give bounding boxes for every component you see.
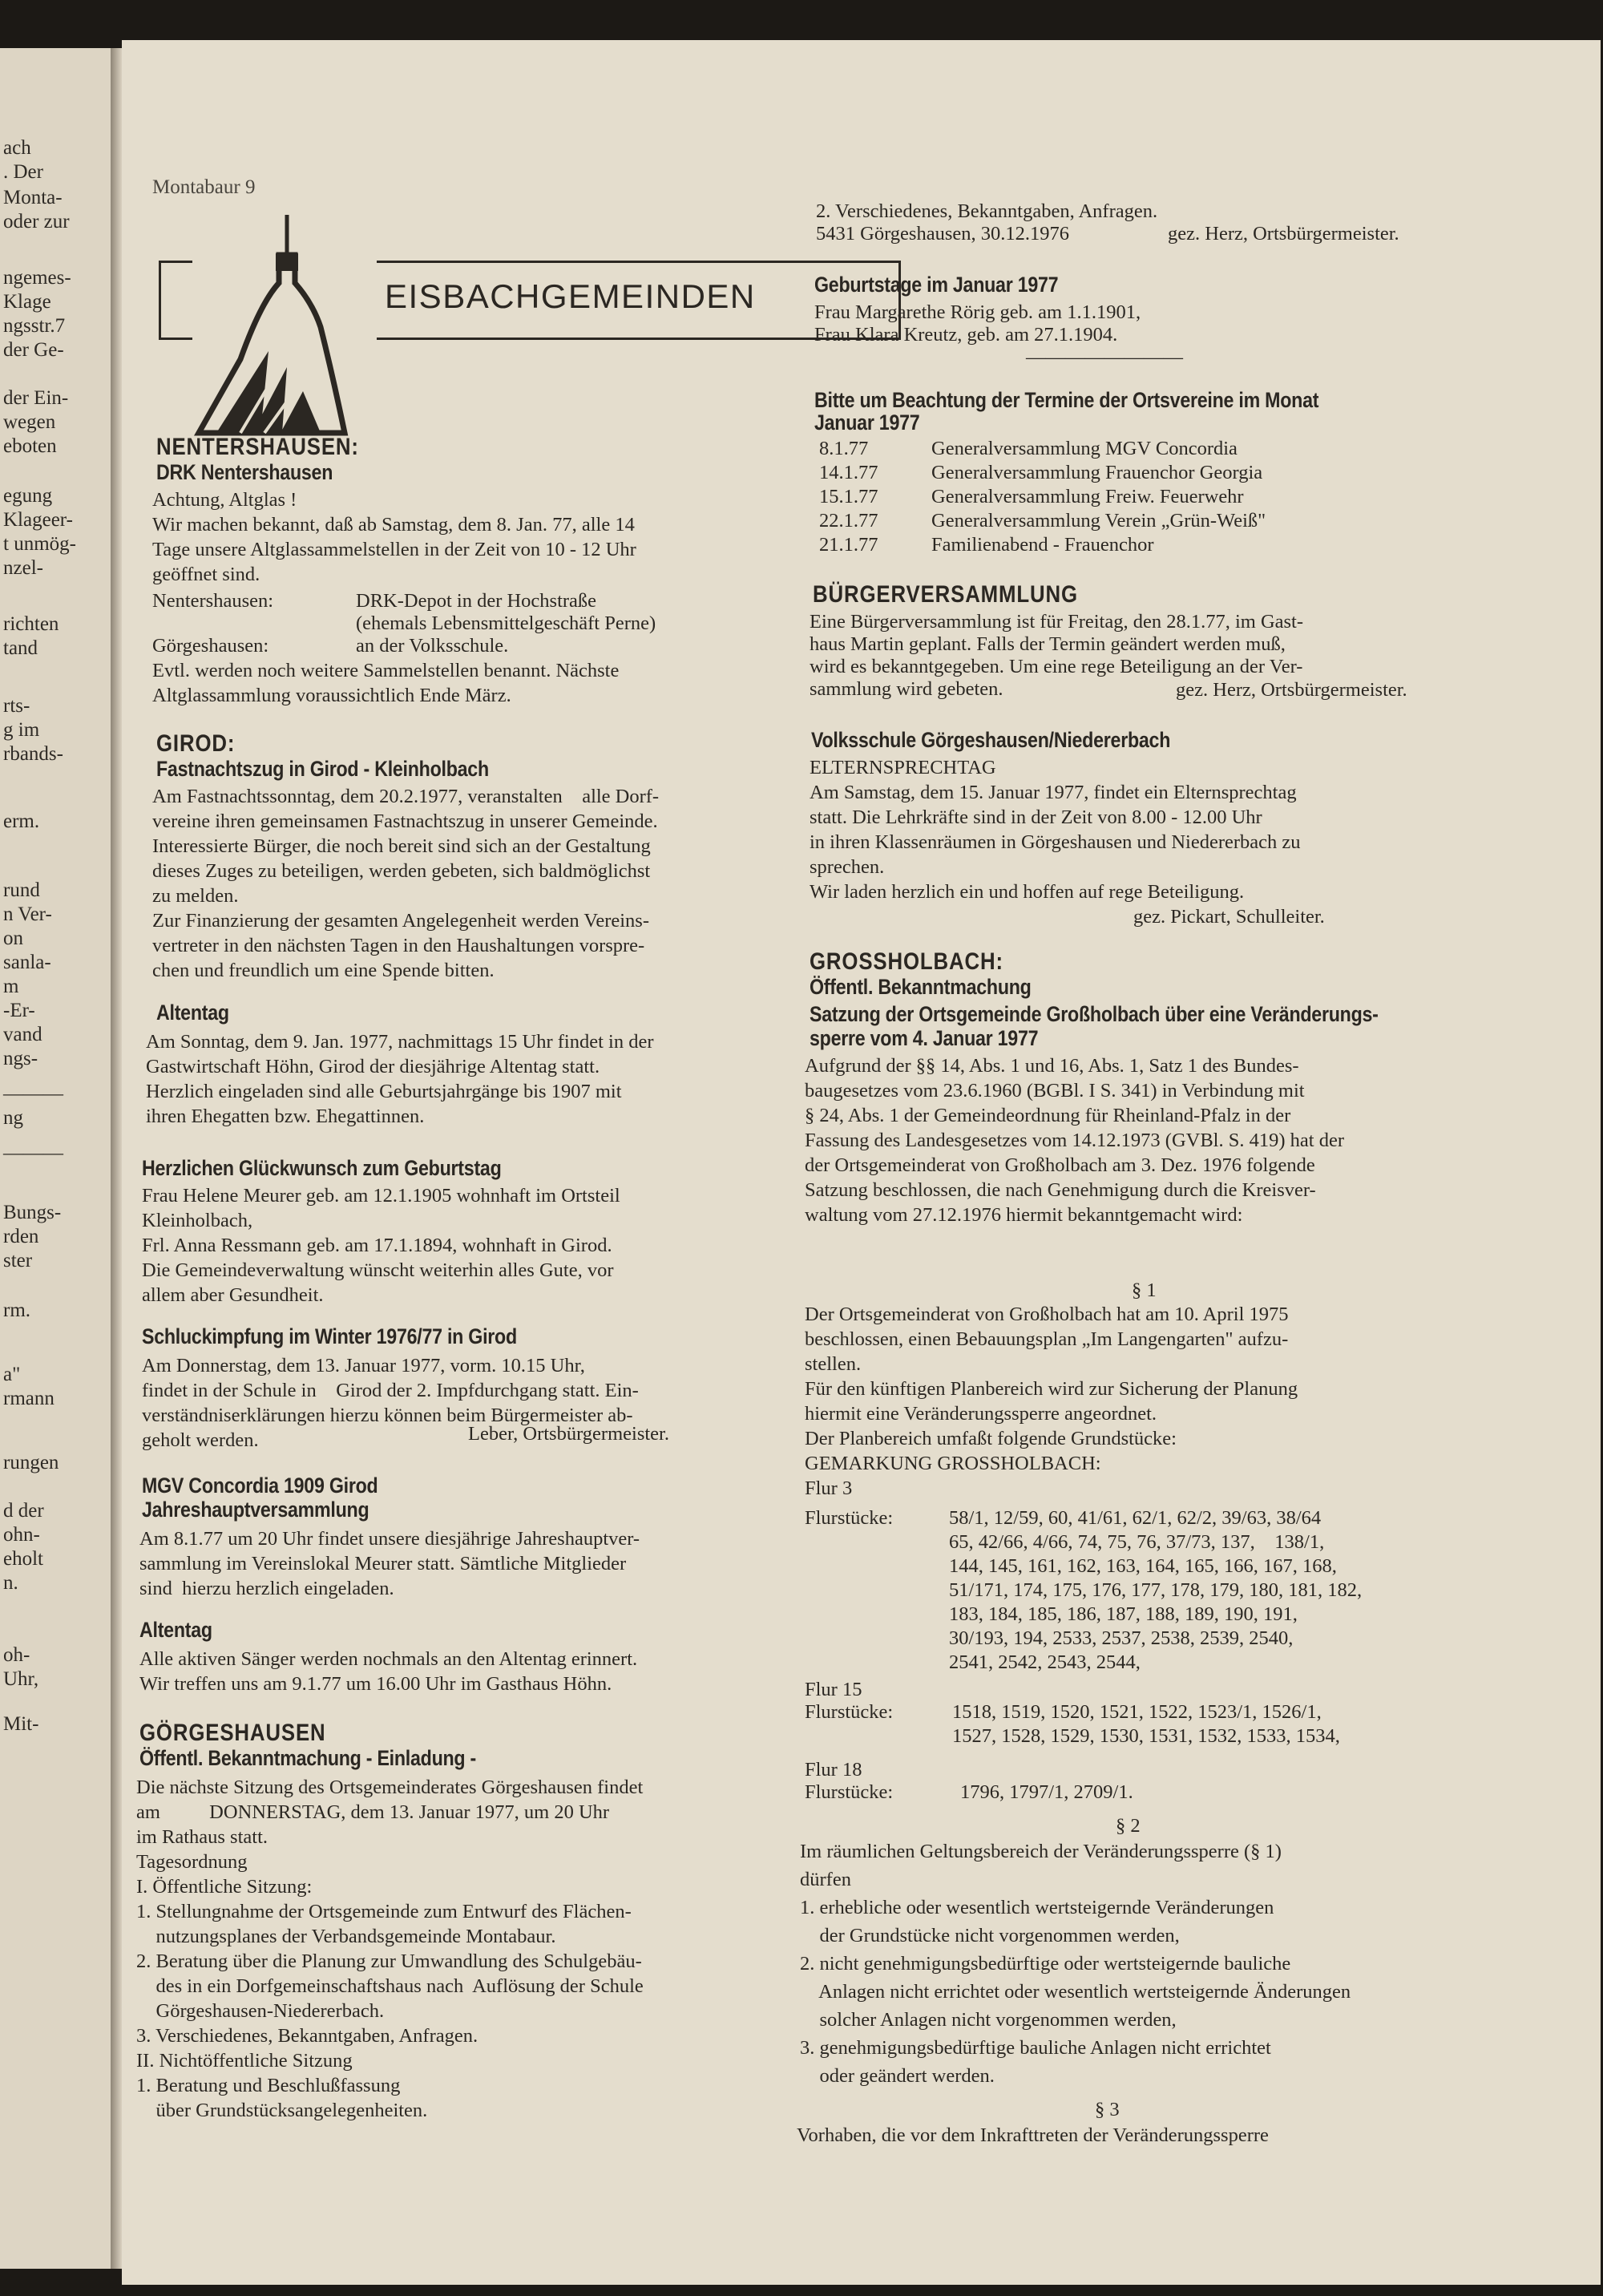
prev-page-fragment: der Ein-: [3, 387, 69, 409]
text-line: sprechen.: [810, 856, 885, 878]
text-line: 2. nicht genehmigungsbedürftige oder wertsteigernde bauliche: [800, 1953, 1291, 1975]
geburtstage-heading: Geburtstage im Januar 1977: [814, 273, 1059, 297]
text-line: Für den künftigen Planbereich wird zur Sicherung der Planung: [805, 1378, 1298, 1400]
nentershausen-text: [152, 489, 636, 588]
prev-page-fragment: g im: [3, 719, 40, 741]
paragraph-2: § 2: [1116, 1815, 1141, 1837]
text-line: 1518, 1519, 1520, 1521, 1522, 1523/1, 1526/1,: [952, 1701, 1322, 1723]
glueckwunsch-heading: Herzlichen Glückwunsch zum Geburtstag: [142, 1156, 502, 1180]
divider: ————————: [1026, 346, 1183, 368]
text-line: wird es bekanntgegeben. Um eine rege Beteiligung an der Ver-: [810, 656, 1303, 677]
text-line: ELTERNSPRECHTAG: [810, 757, 996, 778]
prev-page-fragment: erm.: [3, 810, 40, 832]
text-line: Evtl. werden noch weitere Sammelstellen benannt. Nächste: [152, 660, 620, 681]
text-line: Herzlich eingeladen sind alle Geburtsjahrgänge bis 1907 mit: [146, 1081, 622, 1102]
text-line: Interessierte Bürger, die noch bereit sind sich an der Gestaltung: [152, 835, 651, 857]
text-line: dieses Zuges zu beteiligen, werden gebeten, sich baldmöglichst: [152, 860, 651, 882]
text-line: des in ein Dorfgemeinschaftshaus nach Auflösung der Schule: [136, 1975, 644, 1997]
text-line: chen und freundlich um eine Spende bitten.: [152, 960, 495, 981]
place-label: Nentershausen:: [152, 590, 274, 612]
altentag2-text: [139, 1648, 637, 1698]
place-value: an der Volksschule.: [356, 635, 509, 657]
flur18-title: Flur 18: [805, 1759, 862, 1781]
termine-heading: Bitte um Beachtung der Termine der Ortsvereine im Monat: [814, 388, 1319, 412]
termin-date: 22.1.77: [819, 510, 878, 532]
text-line: Die nächste Sitzung des Ortsgemeinderates Görgeshausen findet: [136, 1777, 644, 1798]
prev-page-fragment: on: [3, 928, 23, 949]
text-line: Aufgrund der §§ 14, Abs. 1 und 16, Abs. 1, Satz 1 des Bundes-: [805, 1055, 1299, 1077]
nentershausen-subtitle: DRK Nentershausen: [156, 460, 333, 484]
flur15-parcels: [952, 1701, 1340, 1749]
nentershausen-end-text: [152, 660, 619, 709]
prev-page-fragment: ngs-: [3, 1048, 38, 1069]
prev-page-fragment: ohn-: [3, 1524, 40, 1546]
prev-page-fragment: eholt: [3, 1548, 43, 1570]
prev-page-fragment: egung: [3, 485, 53, 507]
text-line: vertreter in den nächsten Tagen in den Haushaltungen vorspre-: [152, 935, 645, 956]
signature: gez. Herz, Ortsbürgermeister.: [1176, 679, 1407, 701]
termin-text: Generalversammlung Freiw. Feuerwehr: [931, 486, 1244, 507]
text-line: beschlossen, einen Bebauungsplan „Im Langengarten" aufzu-: [805, 1328, 1289, 1350]
text-line: über Grundstücksangelegenheiten.: [136, 2100, 428, 2121]
text-line: Anlagen nicht errichtet oder wesentlich wertsteigernde Änderungen: [800, 1981, 1351, 2003]
termin-date: 15.1.77: [819, 486, 878, 507]
text-line: Frau Margarethe Rörig geb. am 1.1.1901,: [814, 301, 1141, 323]
flur18-label: Flurstücke:: [805, 1781, 894, 1803]
prev-page-fragment: rmann: [3, 1388, 55, 1409]
flur3-label: Flurstücke:: [805, 1507, 894, 1529]
girod-title: GIROD:: [156, 730, 236, 757]
place-value: DRK-Depot in der Hochstraße: [356, 590, 597, 612]
mgv-heading: MGV Concordia 1909 Girod: [142, 1473, 378, 1498]
prev-page-fragment: rund: [3, 879, 40, 901]
prev-page-fragment: rts-: [3, 695, 30, 717]
prev-page-fragment: oder zur: [3, 211, 70, 232]
text-line: oder geändert werden.: [800, 2065, 995, 2087]
text-line: Am Fastnachtssonntag, dem 20.2.1977, veranstalten alle Dorf-: [152, 786, 660, 807]
buergerversammlung-heading: BÜRGERVERSAMMLUNG: [813, 581, 1078, 608]
prev-page-fragment: ster: [3, 1250, 33, 1271]
prev-page-fragment: rden: [3, 1226, 39, 1247]
text-line: Am 8.1.77 um 20 Uhr findet unsere diesjährige Jahreshauptver-: [139, 1528, 640, 1550]
prev-page-fragment: tand: [3, 637, 38, 659]
prev-page-fragment: a": [3, 1364, 21, 1385]
grossholbach-subtitle: Öffentl. Bekanntmachung: [810, 975, 1032, 999]
agenda-end-text: [816, 200, 1157, 245]
text-line: 2. Verschiedenes, Bekanntgaben, Anfragen.: [816, 200, 1158, 222]
prev-page-fragment: ach: [3, 137, 31, 159]
text-line: nutzungsplanes der Verbandsgemeinde Montabaur.: [136, 1926, 556, 1947]
text-line: Tage unsere Altglassammelstellen in der Zeit von 10 - 12 Uhr: [152, 539, 636, 560]
text-line: statt. Die Lehrkräfte sind in der Zeit von 8.00 - 12.00 Uhr: [810, 806, 1262, 828]
prev-page-fragment: ng: [3, 1107, 23, 1129]
text-line: ihren Ehegatten bzw. Ehegattinnen.: [146, 1106, 425, 1127]
text-line: solcher Anlagen nicht vorgenommen werden,: [800, 2009, 1177, 2031]
text-line: Wir laden herzlich ein und hoffen auf rege Beteiligung.: [810, 881, 1245, 903]
text-line: II. Nichtöffentliche Sitzung: [136, 2050, 353, 2072]
masthead-title: EISBACHGEMEINDEN: [385, 277, 756, 315]
fastnachtszug-text: [152, 786, 659, 984]
prev-page-fragment: n.: [3, 1572, 18, 1594]
text-line: 2. Beratung über die Planung zur Umwandlung des Schulgebäu-: [136, 1950, 642, 1972]
goergeshausen-text: [136, 1777, 644, 2124]
signature: Leber, Ortsbürgermeister.: [468, 1423, 669, 1445]
prev-page-fragment: Klageer-: [3, 509, 73, 531]
text-line: 3. genehmigungsbedürftige bauliche Anlagen nicht errichtet: [800, 2037, 1271, 2059]
volksschule-text: [810, 757, 1301, 906]
satzung-preamble: [805, 1055, 1344, 1229]
altentag2-heading: Altentag: [139, 1618, 212, 1642]
text-line: Flur 3: [805, 1477, 853, 1499]
mgv-text: [139, 1528, 640, 1603]
church-mountain-logo: [192, 207, 377, 438]
text-line: vereine ihren gemeinsamen Fastnachtszug in unserer Gemeinde.: [152, 810, 658, 832]
signature: gez. Pickart, Schulleiter.: [1133, 906, 1325, 928]
text-line: am DONNERSTAG, dem 13. Januar 1977, um 20 Uhr: [136, 1801, 610, 1823]
prev-page-fragment: ———: [3, 1083, 63, 1105]
text-line: 183, 184, 185, 186, 187, 188, 189, 190, 191,: [949, 1603, 1298, 1625]
previous-page-strip: [0, 48, 111, 2269]
text-line: sammlung im Vereinslokal Meurer statt. Sämtliche Mitglieder: [139, 1553, 627, 1574]
text-line: Am Sonntag, dem 9. Jan. 1977, nachmittags 15 Uhr findet in der: [146, 1031, 654, 1053]
prev-page-fragment: eboten: [3, 435, 57, 457]
text-line: Am Donnerstag, dem 13. Januar 1977, vorm. 10.15 Uhr,: [142, 1355, 585, 1376]
prev-page-fragment: rungen: [3, 1452, 59, 1473]
prev-page-fragment: nzel-: [3, 557, 43, 579]
prev-page-fragment: richten: [3, 613, 59, 635]
nentershausen-title: NENTERSHAUSEN:: [156, 434, 359, 460]
prev-page-fragment: wegen: [3, 411, 56, 433]
termin-date: 8.1.77: [819, 438, 869, 459]
text-line: haus Martin geplant. Falls der Termin geändert werden muß,: [810, 633, 1286, 655]
text-line: Altglassammlung voraussichtlich Ende März.: [152, 685, 511, 706]
text-line: geöffnet sind.: [152, 564, 260, 585]
text-line: 1. Stellungnahme der Ortsgemeinde zum Entwurf des Flächen-: [136, 1901, 632, 1922]
text-line: 2541, 2542, 2543, 2544,: [949, 1651, 1141, 1673]
text-line: Wir machen bekannt, daß ab Samstag, dem 8. Jan. 77, alle 14: [152, 514, 635, 536]
prev-page-fragment: Klage: [3, 291, 51, 313]
text-line: 1527, 1528, 1529, 1530, 1531, 1532, 1533, 1534,: [952, 1725, 1340, 1747]
geburtstage-text: [814, 301, 1141, 346]
flur15-label: Flurstücke:: [805, 1701, 894, 1723]
altentag-text: [146, 1031, 654, 1130]
text-line: allem aber Gesundheit.: [142, 1284, 324, 1306]
text-line: 1. Beratung und Beschlußfassung: [136, 2075, 401, 2096]
text-line: Eine Bürgerversammlung ist für Freitag, den 28.1.77, im Gast-: [810, 611, 1304, 633]
prev-page-fragment: der Ge-: [3, 339, 64, 361]
satzung-heading: Satzung der Ortsgemeinde Großholbach über eine Veränderungs-: [810, 1002, 1379, 1026]
goergeshausen-title: GÖRGESHAUSEN: [139, 1720, 326, 1746]
termin-text: Generalversammlung Frauenchor Georgia: [931, 462, 1263, 483]
paragraph-3-text: Vorhaben, die vor dem Inkrafttreten der Veränderungssperre: [797, 2124, 1269, 2146]
text-line: GEMARKUNG GROSSHOLBACH:: [805, 1453, 1101, 1474]
prev-page-fragment: -Er-: [3, 1000, 35, 1021]
grossholbach-title: GROSSHOLBACH:: [810, 948, 1003, 975]
text-line: Satzung beschlossen, die nach Genehmigung durch die Kreisver-: [805, 1179, 1316, 1201]
text-line: der Ortsgemeinderat von Großholbach am 3. Dez. 1976 folgende: [805, 1154, 1315, 1176]
prev-page-fragment: vand: [3, 1024, 42, 1045]
prev-page-fragment: rm.: [3, 1300, 31, 1321]
paragraph-1: § 1: [1132, 1279, 1157, 1301]
flur3-parcels: [949, 1507, 1362, 1676]
prev-page-fragment: m: [3, 976, 19, 997]
paragraph-3: § 3: [1095, 2099, 1120, 2120]
termin-text: Generalversammlung Verein „Grün-Weiß": [931, 510, 1266, 532]
text-line: 51/171, 174, 175, 176, 177, 178, 179, 180, 181, 182,: [949, 1579, 1363, 1601]
glueckwunsch-text: [142, 1185, 620, 1309]
prev-page-fragment: Bungs-: [3, 1202, 62, 1223]
prev-page-fragment: ngemes-: [3, 267, 71, 289]
text-line: 1. erhebliche oder wesentlich wertsteigernde Veränderungen: [800, 1897, 1274, 1918]
text-line: sammlung wird gebeten.: [810, 678, 1003, 700]
flur15-title: Flur 15: [805, 1679, 862, 1700]
newspaper-page: [122, 40, 1601, 2285]
prev-page-fragment: ———: [3, 1142, 63, 1164]
text-line: stellen.: [805, 1353, 862, 1375]
prev-page-fragment: t unmög-: [3, 533, 76, 555]
text-line: Der Planbereich umfaßt folgende Grundstücke:: [805, 1428, 1177, 1449]
prev-page-fragment: . Der: [3, 161, 43, 183]
text-line: zu melden.: [152, 885, 239, 907]
running-head: Montabaur 9: [152, 176, 256, 198]
text-line: Frau Klara Kreutz, geb. am 27.1.1904.: [814, 324, 1118, 346]
prev-page-fragment: d der: [3, 1500, 44, 1522]
text-line: in ihren Klassenräumen in Görgeshausen und Niedererbach zu: [810, 831, 1301, 853]
place-label: Görgeshausen:: [152, 635, 269, 657]
prev-page-fragment: Monta-: [3, 187, 63, 208]
text-line: 65, 42/66, 4/66, 74, 75, 76, 37/73, 137, 138/1,: [949, 1531, 1325, 1553]
text-line: Der Ortsgemeinderat von Großholbach hat am 10. April 1975: [805, 1304, 1289, 1325]
text-line: Zur Finanzierung der gesamten Angelegenheit werden Vereins-: [152, 910, 650, 932]
text-line: Wir treffen uns am 9.1.77 um 16.00 Uhr im Gasthaus Höhn.: [139, 1673, 612, 1695]
text-line: baugesetzes vom 23.6.1960 (BGBl. I S. 341) in Verbindung mit: [805, 1080, 1305, 1102]
text-line: Im räumlichen Geltungsbereich der Veränderungssperre (§ 1): [800, 1841, 1282, 1862]
mgv-subheading: Jahreshauptversammlung: [142, 1498, 369, 1522]
signature: gez. Herz, Ortsbürgermeister.: [1168, 223, 1399, 245]
text-line: 144, 145, 161, 162, 163, 164, 165, 166, 167, 168,: [949, 1555, 1337, 1577]
text-line: § 24, Abs. 1 der Gemeindeordnung für Rheinland-Pfalz in der: [805, 1105, 1291, 1126]
termin-date: 21.1.77: [819, 534, 878, 556]
text-line: dürfen: [800, 1869, 851, 1890]
prev-page-fragment: Mit-: [3, 1713, 39, 1735]
paragraph-2-text: [800, 1841, 1351, 2093]
text-line: Achtung, Altglas !: [152, 489, 297, 511]
altentag-heading: Altentag: [156, 1000, 229, 1025]
text-line: I. Öffentliche Sitzung:: [136, 1876, 313, 1898]
text-line: geholt werden.: [142, 1429, 259, 1451]
paragraph-1-text: [805, 1304, 1298, 1502]
text-line: 30/193, 194, 2533, 2537, 2538, 2539, 2540,: [949, 1627, 1294, 1649]
satzung-heading-2: sperre vom 4. Januar 1977: [810, 1026, 1039, 1050]
text-line: hiermit eine Veränderungssperre angeordnet.: [805, 1403, 1157, 1425]
text-line: Die Gemeindeverwaltung wünscht weiterhin alles Gute, vor: [142, 1259, 614, 1281]
text-line: Am Samstag, dem 15. Januar 1977, findet ein Elternsprechtag: [810, 782, 1297, 803]
text-line: Frau Helene Meurer geb. am 12.1.1905 wohnhaft im Ortsteil: [142, 1185, 620, 1207]
text-line: Frl. Anna Ressmann geb. am 17.1.1894, wohnhaft in Girod.: [142, 1235, 612, 1256]
text-line: 3. Verschiedenes, Bekanntgaben, Anfragen.: [136, 2025, 478, 2047]
prev-page-fragment: n Ver-: [3, 903, 52, 925]
termin-date: 14.1.77: [819, 462, 878, 483]
termine-heading-2: Januar 1977: [814, 410, 920, 435]
text-line: der Grundstücke nicht vorgenommen werden,: [800, 1925, 1180, 1946]
text-line: Görgeshausen-Niedererbach.: [136, 2000, 385, 2022]
text-line: waltung vom 27.12.1976 hiermit bekanntgemacht wird:: [805, 1204, 1243, 1226]
prev-page-fragment: rbands-: [3, 743, 63, 765]
goergeshausen-subtitle: Öffentl. Bekanntmachung - Einladung -: [139, 1746, 477, 1770]
text-line: 58/1, 12/59, 60, 41/61, 62/1, 62/2, 39/63, 38/64: [949, 1507, 1322, 1529]
prev-page-fragment: sanla-: [3, 952, 51, 973]
text-line: sind hierzu herzlich eingeladen.: [139, 1578, 394, 1599]
text-line: Fassung des Landesgesetzes vom 14.12.1973 (GVBl. S. 419) hat der: [805, 1130, 1344, 1151]
prev-page-fragment: oh-: [3, 1644, 30, 1666]
place-value: (ehemals Lebensmittelgeschäft Perne): [356, 612, 656, 634]
termin-text: Familienabend - Frauenchor: [931, 534, 1154, 556]
book-gutter: [111, 48, 122, 2269]
schluckimpfung-heading: Schluckimpfung im Winter 1976/77 in Girod: [142, 1324, 517, 1348]
text-line: Gastwirtschaft Höhn, Girod der diesjährige Altentag statt.: [146, 1056, 600, 1077]
text-line: findet in der Schule in Girod der 2. Impfdurchgang statt. Ein-: [142, 1380, 639, 1401]
text-line: Kleinholbach,: [142, 1210, 253, 1231]
flur18-parcels: 1796, 1797/1, 2709/1.: [960, 1781, 1133, 1803]
text-line: verständniserklärungen hierzu können beim Bürgermeister ab-: [142, 1405, 633, 1426]
text-line: Alle aktiven Sänger werden nochmals an den Altentag erinnert.: [139, 1648, 638, 1670]
text-line: 5431 Görgeshausen, 30.12.1976: [816, 223, 1069, 245]
volksschule-heading: Volksschule Görgeshausen/Niedererbach: [811, 728, 1171, 752]
text-line: Tagesordnung: [136, 1851, 248, 1873]
prev-page-fragment: ngsstr.7: [3, 315, 66, 337]
text-line: im Rathaus statt.: [136, 1826, 268, 1848]
fastnachtszug-heading: Fastnachtszug in Girod - Kleinholbach: [156, 757, 489, 781]
termin-text: Generalversammlung MGV Concordia: [931, 438, 1238, 459]
prev-page-fragment: Uhr,: [3, 1668, 39, 1690]
